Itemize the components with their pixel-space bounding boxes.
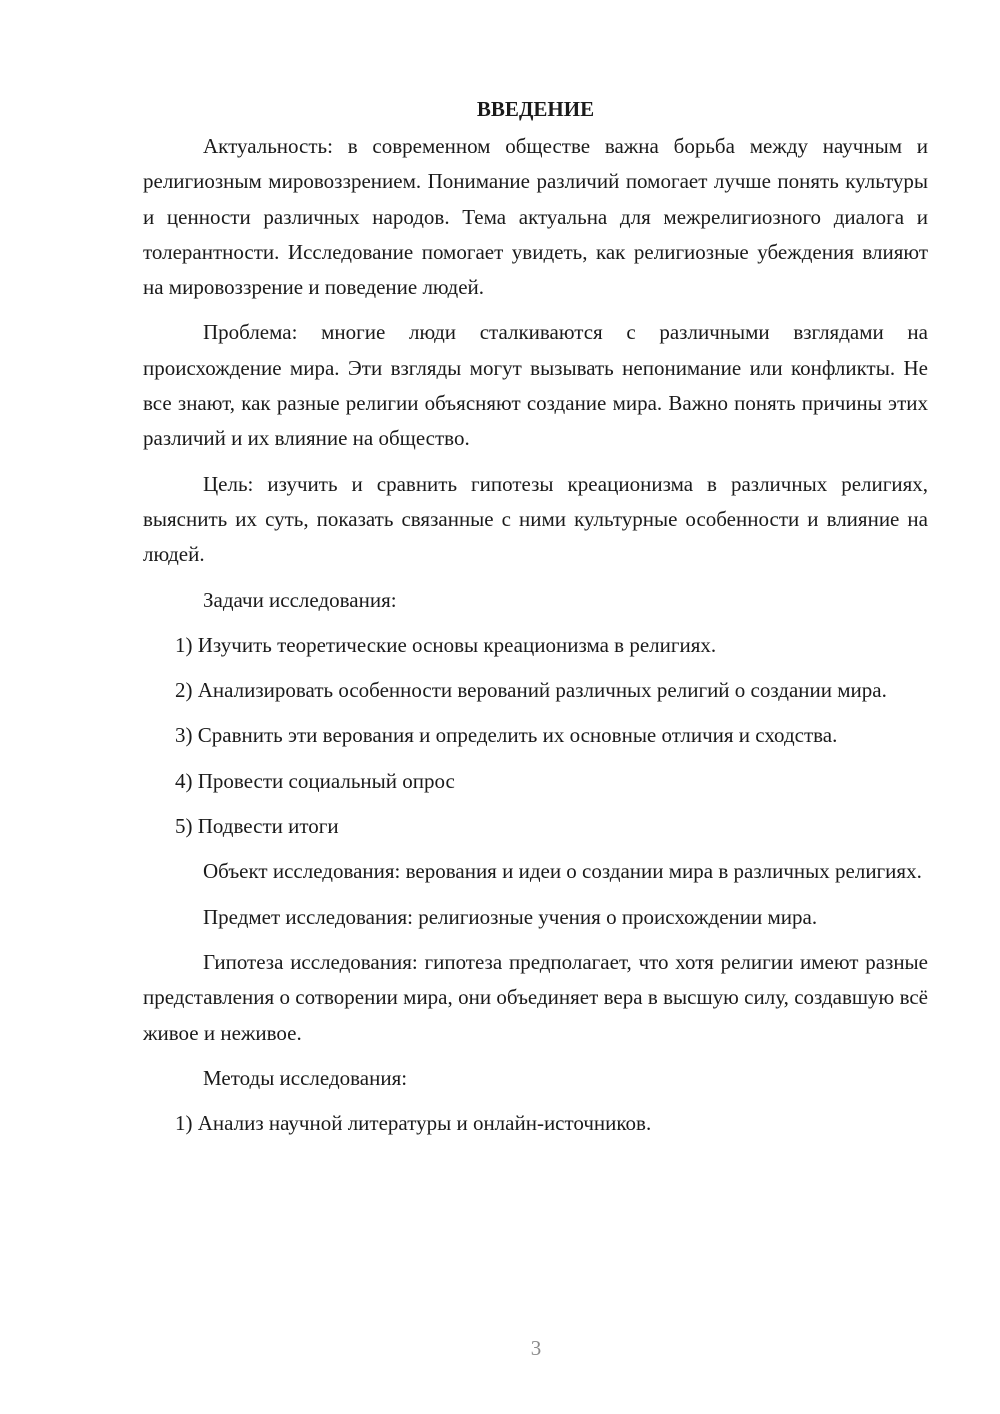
paragraph-object: Объект исследования: верования и идеи о создании мира в различных религиях. [203, 859, 922, 884]
section-title: ВВЕДЕНИЕ [476, 97, 595, 121]
paragraph-goal: Цель: изучить и сравнить гипотезы креационизма в различных религиях, выяснить их суть, показать связанные с ними культурные особенности и влияние на людей. [143, 471, 928, 567]
method-item-1: 1) Анализ научной литературы и онлайн-источников. [175, 1111, 652, 1136]
document-body [143, 92, 928, 1151]
paragraph-relevance: Актуальность: в современном обществе важна борьба между научным и религиозным мировоззрением. Понимание различий помогает лучше понять культуры и ценности различных народов. Тема актуальна для межрелигиозного диалога и толерантности. Исследование помогает увидеть, как религиозные убеждения влияют на мировоззрение и поведение людей. [143, 134, 928, 300]
paragraph-list [143, 129, 928, 1141]
page-number: 3 [530, 1336, 542, 1360]
task-item-2: 2) Анализировать особенности верований различных религий о создании мира. [175, 678, 887, 703]
task-item-4: 4) Провести социальный опрос [175, 768, 455, 793]
task-item-1: 1) Изучить теоретические основы креационизма в религиях. [175, 632, 717, 657]
task-item-5: 5) Подвести итоги [175, 814, 339, 839]
paragraph-problem: Проблема: многие люди сталкиваются с различными взглядами на происхождение мира. Эти взгляды могут вызывать непонимание или конфликты. Не все знают, как разные религии объясняют создание мира. Важно понять причины этих различий и их влияние на общество. [143, 320, 928, 451]
paragraph-methods-heading: Методы исследования: [203, 1065, 408, 1090]
paragraph-subject: Предмет исследования: религиозные учения о происхождении мира. [203, 904, 818, 929]
paragraph-hypothesis: Гипотеза исследования: гипотеза предполагает, что хотя религии имеют разные представления о сотворении мира, они объединяет вера в высшую силу, создавшую всё живое и неживое. [143, 949, 928, 1045]
task-item-3: 3) Сравнить эти верования и определить их основные отличия и сходства. [175, 723, 838, 748]
paragraph-tasks-heading: Задачи исследования: [203, 587, 397, 612]
